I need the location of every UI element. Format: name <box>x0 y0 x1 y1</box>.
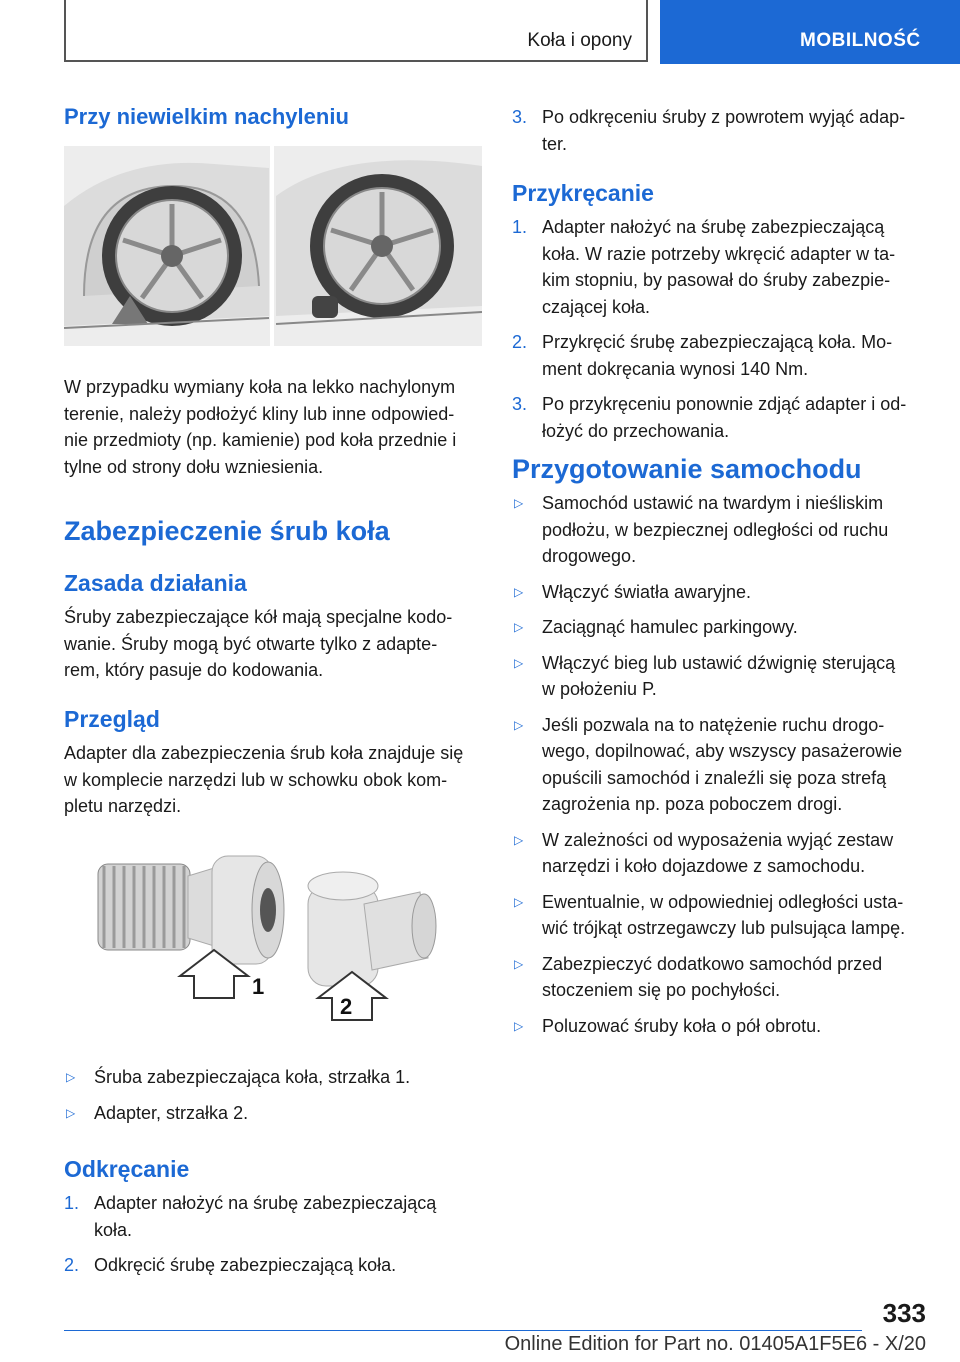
list-item-line: Poluzować śruby koła o pół obrotu. <box>542 1015 822 1036</box>
list-item <box>512 889 928 942</box>
heading-principle: Zasada działania <box>64 570 247 596</box>
step-number: 3. <box>512 394 528 414</box>
list-item-line: Ewentualnie, w odpowiedniej odległości usta- <box>542 891 904 912</box>
triangle-bullet-icon: ▷ <box>514 655 524 670</box>
step-line: ment dokręcania wynosi 140 Nm. <box>542 358 809 379</box>
step-line: Po przykręceniu ponownie zdjąć adapter i od- <box>542 394 907 414</box>
paragraph-line: wanie. Śruby mogą być otwarte tylko z adapte- <box>64 633 438 654</box>
triangle-bullet-icon: ▷ <box>514 496 524 510</box>
list-item-line: W zależności od wyposażenia wyjąć zestaw <box>542 829 894 850</box>
bullet-list-parts <box>64 1064 482 1126</box>
step-line: Przykręcić śrubę zabezpieczającą koła. Mo- <box>542 332 893 352</box>
step-line: Po odkręceniu śruby z powrotem wyjąć adap- <box>542 107 906 127</box>
triangle-bullet-icon: ▷ <box>514 584 524 599</box>
steps-tighten <box>512 214 928 444</box>
header-box <box>64 0 648 62</box>
list-item-line: Samochód ustawić na twardym i nieśliskim <box>542 493 884 513</box>
heading-loosen: Odkręcanie <box>64 1156 190 1182</box>
list-item-line: Włączyć bieg lub ustawić dźwignię sterującą <box>542 652 896 673</box>
step-item <box>64 1190 482 1243</box>
paragraph-line: pletu narzędzi. <box>64 796 182 816</box>
list-item-line: Jeśli pozwala na to natężenie ruchu drogo- <box>542 714 885 735</box>
list-item <box>64 1064 482 1091</box>
list-item <box>512 712 928 818</box>
step-item <box>512 329 928 382</box>
triangle-bullet-icon: ▷ <box>514 717 524 732</box>
paragraph-principle <box>64 604 482 684</box>
triangle-bullet-icon: ▷ <box>66 1070 76 1084</box>
triangle-bullet-icon: ▷ <box>514 1018 524 1033</box>
step-number: 2. <box>512 332 528 352</box>
triangle-bullet-icon: ▷ <box>514 894 524 909</box>
list-item-line: zagrożenia np. poza poboczem drogi. <box>542 794 843 814</box>
list-item-line: narzędzi i koło dojazdowe z samochodu. <box>542 856 866 876</box>
figure-label-1: 1 <box>252 974 265 999</box>
list-item-line: w położeniu P. <box>542 679 657 699</box>
list-item <box>512 650 928 703</box>
step-number: 1. <box>64 1193 80 1213</box>
paragraph-line: w komplecie narzędzi lub w schowku obok kom- <box>64 769 448 790</box>
step-line: Odkręcić śrubę zabezpieczającą koła. <box>94 1255 397 1275</box>
step-item <box>512 391 928 444</box>
paragraph-line: terenie, należy podłożyć kliny lub inne odpowied- <box>64 403 455 424</box>
steps-loosen-continued <box>512 104 928 157</box>
step-number: 2. <box>64 1255 80 1275</box>
step-line: ter. <box>542 133 568 154</box>
list-item-line: wić trójkąt ostrzegawczy lub pulsująca lampę. <box>542 918 906 938</box>
list-item-line: Zaciągnąć hamulec parkingowy. <box>542 617 798 637</box>
section-tab-label: MOBILNOŚĆ <box>800 30 921 51</box>
list-item <box>512 951 928 1004</box>
step-line: czającej koła. <box>542 296 651 317</box>
list-item <box>64 1100 482 1127</box>
wheel-chock-illustration <box>64 146 482 346</box>
bullet-list-prepare <box>512 490 928 1039</box>
section-tab[interactable] <box>660 0 960 64</box>
step-item <box>64 1252 482 1279</box>
paragraph-line: W przypadku wymiany koła na lekko nachylonym <box>64 377 456 397</box>
step-line: koła. <box>94 1219 133 1240</box>
paragraph-overview <box>64 740 482 820</box>
step-line: koła. W razie potrzeby wkręcić adapter w ta- <box>542 243 896 264</box>
heading-lock-bolt: Zabezpieczenie śrub koła <box>64 516 390 546</box>
list-item-line: Włączyć światła awaryjne. <box>542 581 752 602</box>
list-item-text: Śruba zabezpieczająca koła, strzałka 1. <box>94 1067 411 1087</box>
list-item-text: Adapter, strzałka 2. <box>94 1102 249 1123</box>
footer-edition: Online Edition for Part no. 01405A1F5E6 - X/20 <box>504 1333 926 1355</box>
step-item <box>512 104 928 157</box>
list-item-line: wego, dopilnować, aby wszyscy pasażerowie <box>542 741 903 761</box>
list-item <box>512 579 928 606</box>
paragraph-line: nie przedmioty (np. kamienie) pod koła przednie i <box>64 430 457 450</box>
triangle-bullet-icon: ▷ <box>66 1105 76 1120</box>
list-item-line: opuścili samochód i znaleźli się poza strefą <box>542 767 887 788</box>
paragraph-slope <box>64 374 482 480</box>
step-line: Adapter nałożyć na śrubę zabezpieczającą <box>542 217 885 237</box>
lock-bolt-adapter-illustration <box>64 838 482 1048</box>
step-line: Adapter nałożyć na śrubę zabezpieczającą <box>94 1193 437 1213</box>
chapter-title: Koła i opony <box>527 30 632 51</box>
paragraph-line: Śruby zabezpieczające kół mają specjalne kodo- <box>64 607 453 627</box>
triangle-bullet-icon: ▷ <box>514 620 524 634</box>
list-item-line: Zabezpieczyć dodatkowo samochód przed <box>542 953 883 974</box>
list-item-line: stoczeniem się po pochyłości. <box>542 980 781 1000</box>
list-item <box>512 614 928 641</box>
step-number: 3. <box>512 107 528 127</box>
step-item <box>512 214 928 320</box>
paragraph-line: tylne od strony dołu wzniesienia. <box>64 456 324 477</box>
list-item <box>512 490 928 570</box>
heading-overview: Przegląd <box>64 706 160 732</box>
step-line: łożyć do przechowania. <box>542 420 730 441</box>
list-item-line: drogowego. <box>542 546 637 566</box>
list-item-line: podłożu, w bezpiecznej odległości od ruchu <box>542 519 889 540</box>
step-number: 1. <box>512 217 528 237</box>
paragraph-line: rem, który pasuje do kodowania. <box>64 660 324 680</box>
heading-slope: Przy niewielkim nachyleniu <box>64 104 349 129</box>
list-item <box>512 827 928 880</box>
footer-divider <box>64 1330 862 1331</box>
triangle-bullet-icon: ▷ <box>514 832 524 847</box>
page-number: 333 <box>882 1298 926 1328</box>
figure-label-2: 2 <box>340 994 353 1019</box>
heading-prepare-vehicle: Przygotowanie samochodu <box>512 454 862 484</box>
list-item <box>512 1013 928 1040</box>
paragraph-line: Adapter dla zabezpieczenia śrub koła znajduje się <box>64 743 464 763</box>
steps-loosen <box>64 1190 482 1279</box>
heading-tighten: Przykręcanie <box>512 180 654 206</box>
step-line: kim stopniu, by pasował do śruby zabezpie- <box>542 270 891 290</box>
triangle-bullet-icon: ▷ <box>514 956 524 971</box>
